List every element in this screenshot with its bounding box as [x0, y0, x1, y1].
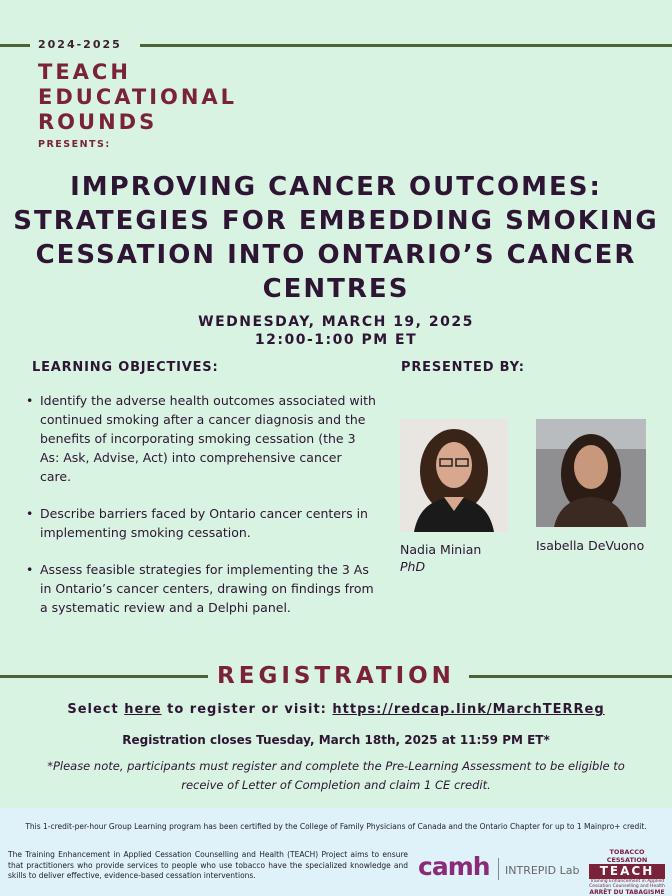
- series-line-3: ROUNDS: [38, 110, 158, 134]
- registration-deadline: Registration closes Tuesday, March 18th, 2025 at 11:59 PM ET*: [122, 733, 550, 747]
- series-line-2: EDUCATIONAL: [38, 85, 238, 109]
- event-title-line-2: STRATEGIES FOR EMBEDDING SMOKING: [13, 206, 659, 236]
- camh-logo: camh: [418, 852, 490, 881]
- teach-description: The Training Enhancement in Applied Cessation Counselling and Health (TEACH) Project aims to ensure that practitioners who provide services to people who use tobacco have the specialized knowledge and skills to deliver effective, evidence-based cessation interventions.: [8, 850, 408, 880]
- objective-item: • Assess feasible strategies for implementing the 3 As in Ontario’s cancer centers, drawing on findings from a systematic review and a Delphi panel.: [26, 560, 376, 617]
- teach-logo-main: TEACH: [589, 864, 665, 879]
- registration-url-link[interactable]: https://redcap.link/MarchTERReg: [332, 702, 605, 717]
- series-line-1: TEACH: [38, 60, 131, 84]
- intrepid-lab-logo: INTREPID Lab: [505, 864, 580, 877]
- presents-label: PRESENTS:: [38, 139, 111, 150]
- objectives-list: [26, 391, 376, 635]
- registration-heading: REGISTRATION: [217, 663, 455, 689]
- event-datetime: [0, 313, 672, 349]
- event-date: WEDNESDAY, MARCH 19, 2025: [198, 314, 474, 330]
- presenter-photo-isabella: [536, 419, 646, 527]
- presenter-credential-nadia: PhD: [400, 559, 426, 574]
- event-time: 12:00-1:00 PM ET: [254, 332, 418, 348]
- event-title-line-4: CENTRES: [262, 274, 410, 304]
- top-rule-left: [0, 44, 30, 47]
- registration-visit-text: to register or visit:: [167, 702, 327, 717]
- event-title-line-3: CESSATION INTO ONTARIO’S CANCER: [35, 240, 637, 270]
- year-label: 2024-2025: [38, 38, 122, 51]
- objective-item: • Describe barriers faced by Ontario cancer centers in implementing smoking cessation.: [26, 504, 376, 542]
- event-title-line-1: IMPROVING CANCER OUTCOMES:: [70, 172, 602, 202]
- presenter-name-isabella: Isabella DeVuono: [536, 538, 645, 553]
- teach-logo-top: TOBACCO CESSATION: [606, 848, 648, 864]
- certification-text: This 1-credit-per-hour Group Learning program has been certified by the College of Family Physicians of Canada and the Ontario Chapter for up to 1 Mainpro+ credit.: [25, 822, 647, 831]
- objectives-heading: LEARNING OBJECTIVES:: [32, 360, 219, 375]
- presenter-photo-nadia: [400, 419, 508, 532]
- teach-logo: [589, 848, 665, 896]
- presenter-name-nadia: Nadia Minian: [400, 542, 482, 557]
- presenters-heading: PRESENTED BY:: [401, 360, 525, 375]
- logo-divider: [498, 858, 499, 880]
- teach-logo-sub: Training Enhancement in Applied Cessation Counselling and Health: [589, 879, 665, 889]
- registration-instructions: [0, 702, 672, 717]
- event-title: [0, 170, 672, 306]
- registration-here-link[interactable]: here: [124, 702, 162, 717]
- registration-note: *Please note, participants must register and complete the Pre-Learning Assessment to be eligible to receive of Letter of Completion and claim 1 CE credit.: [47, 759, 625, 792]
- registration-select-text: Select: [67, 702, 119, 717]
- series-title: [38, 60, 237, 135]
- top-rule-right: [140, 44, 672, 47]
- teach-logo-bottom: ARRÊT DU TABAGISME: [589, 889, 665, 896]
- objective-item: • Identify the adverse health outcomes associated with continued smoking after a cancer diagnosis and the benefits of incorporating smoking cessation (the 3 As: Ask, Advise, Act) into comprehensive cancer care.: [26, 391, 376, 486]
